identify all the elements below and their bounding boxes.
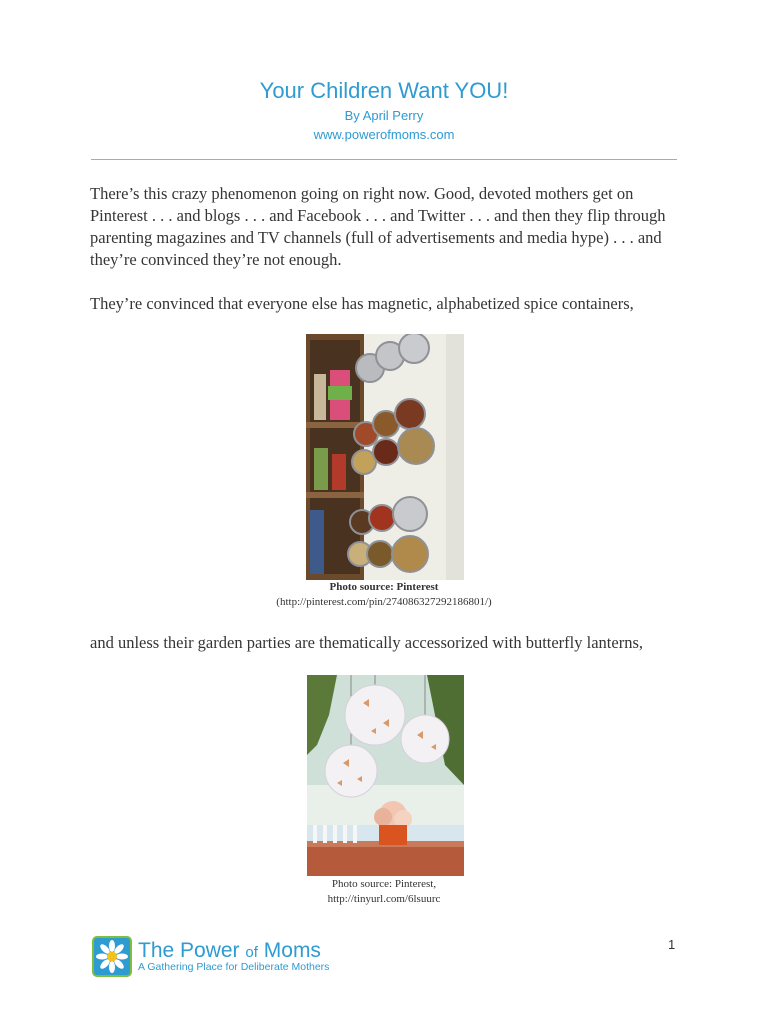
paragraph-spice: They’re convinced that everyone else has magnetic, alphabetized spice containers, bbox=[90, 294, 634, 313]
header-divider bbox=[91, 159, 677, 160]
power-of-moms-logo[interactable] bbox=[92, 936, 342, 980]
logo-word-of: of bbox=[245, 944, 258, 961]
spice-containers-illustration bbox=[306, 334, 464, 580]
spice-containers-photo bbox=[306, 334, 464, 580]
caption-source: Photo source: Pinterest, bbox=[331, 878, 437, 890]
caption-source: Photo source: Pinterest bbox=[329, 581, 439, 593]
daisy-icon bbox=[92, 936, 132, 977]
document-title: Your Children Want YOU! bbox=[259, 78, 509, 103]
logo-word-the: The bbox=[138, 939, 175, 962]
website-link[interactable]: www.powerofmoms.com bbox=[313, 127, 455, 142]
author-byline: By April Perry bbox=[344, 108, 424, 123]
butterfly-lanterns-illustration bbox=[307, 675, 464, 876]
photo-caption-spice bbox=[0, 580, 768, 610]
photo-caption-lanterns bbox=[0, 877, 768, 907]
document-header bbox=[0, 76, 768, 144]
paragraph-intro: There’s this crazy phenomenon going on right now. Good, devoted mothers get on Pinterest . . . and blogs . . . and Facebook . . . and Twitter . . . and then they flip through parenting magazines and TV channels (full of advertisements and media hype) . . . and they’re convinced they’re not enough. bbox=[90, 184, 666, 269]
caption-url[interactable]: http://tinyurl.com/6lsuurc bbox=[327, 893, 441, 905]
logo-tagline: A Gathering Place for Deliberate Mothers bbox=[138, 961, 330, 973]
butterfly-lanterns-photo bbox=[307, 675, 464, 876]
paragraph-lanterns: and unless their garden parties are thematically accessorized with butterfly lanterns, bbox=[90, 633, 643, 652]
page-number: 1 bbox=[668, 937, 676, 952]
logo-word-power: Power bbox=[180, 939, 240, 962]
caption-url[interactable]: (http://pinterest.com/pin/274086327292186801/) bbox=[276, 596, 492, 608]
logo-word-moms: Moms bbox=[263, 939, 321, 962]
